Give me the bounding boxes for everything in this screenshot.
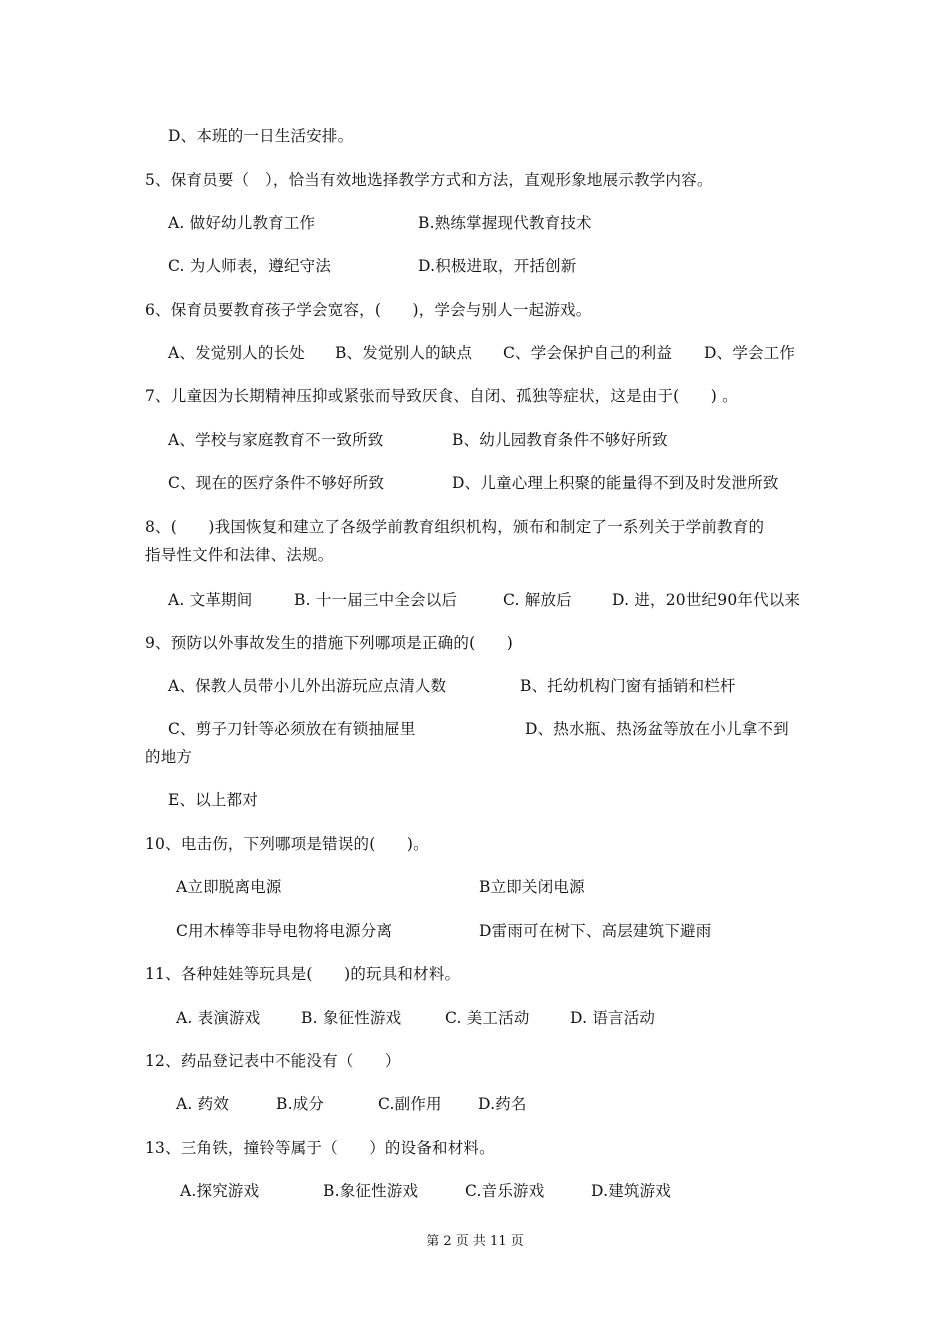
question-11-stem: 11、各种娃娃等玩具是( )的玩具和材料。 <box>145 965 461 983</box>
q9-option-d: D、热水瓶、热汤盆等放在小儿拿不到 <box>525 720 789 738</box>
q10-option-d: D雷雨可在树下、高层建筑下避雨 <box>479 922 712 940</box>
q11-option-b: B. 象征性游戏 <box>301 1009 402 1027</box>
q12-option-c: C.副作用 <box>378 1095 442 1113</box>
q8-option-b: B. 十一届三中全会以后 <box>294 591 458 609</box>
q5-option-b: B.熟练掌握现代教育技术 <box>418 214 592 232</box>
q8-option-a: A. 文革期间 <box>168 591 253 609</box>
question-8-stem-line-2: 指导性文件和法律、法规。 <box>145 546 334 564</box>
q12-option-a: A. 药效 <box>176 1095 230 1113</box>
q4-option-d: D、本班的一日生活安排。 <box>168 127 354 145</box>
q8-option-c: C. 解放后 <box>503 591 572 609</box>
question-10-stem: 10、电击伤，下列哪项是错误的( )。 <box>145 835 429 853</box>
question-6-stem: 6、保育员要教育孩子学会宽容，( )，学会与别人一起游戏。 <box>145 301 592 319</box>
page-footer: 第 2 页 共 11 页 <box>426 1234 524 1249</box>
question-13-stem: 13、三角铁，撞铃等属于（ ）的设备和材料。 <box>145 1139 495 1157</box>
q5-option-a: A. 做好幼儿教育工作 <box>168 214 316 232</box>
question-12-stem: 12、药品登记表中不能没有（ ） <box>145 1052 401 1070</box>
q10-option-a: A立即脱离电源 <box>176 878 282 896</box>
q12-option-d: D.药名 <box>478 1095 527 1113</box>
q5-option-d: D.积极进取，开括创新 <box>418 257 577 275</box>
q7-option-d: D、儿童心理上积聚的能量得不到及时发泄所致 <box>452 474 779 492</box>
q7-option-a: A、学校与家庭教育不一致所致 <box>168 431 384 449</box>
q6-option-a: A、发觉别人的长处 <box>168 344 305 362</box>
q7-option-c: C、现在的医疗条件不够好所致 <box>168 474 385 492</box>
q6-option-c: C、学会保护自己的利益 <box>503 344 673 362</box>
q13-option-a: A.探究游戏 <box>180 1182 260 1200</box>
question-9-stem: 9、预防以外事故发生的措施下列哪项是正确的( ) <box>145 634 513 652</box>
q11-option-d: D. 语言活动 <box>570 1009 656 1027</box>
question-8-stem-line-1: 8、( )我国恢复和建立了各级学前教育组织机构，颁布和制定了一系列关于学前教育的 <box>145 518 765 536</box>
q9-option-b: B、托幼机构门窗有插销和栏杆 <box>520 677 736 695</box>
q11-option-c: C. 美工活动 <box>445 1009 530 1027</box>
q6-option-d: D、学会工作 <box>704 344 796 362</box>
q5-option-c: C. 为人师表，遵纪守法 <box>168 257 332 275</box>
q9-option-a: A、保教人员带小儿外出游玩应点清人数 <box>168 677 447 695</box>
q7-option-b: B、幼儿园教育条件不够好所致 <box>452 431 668 449</box>
q13-option-b: B.象征性游戏 <box>323 1182 419 1200</box>
q13-option-d: D.建筑游戏 <box>591 1182 672 1200</box>
q12-option-b: B.成分 <box>276 1095 325 1113</box>
q9-option-d-continued: 的地方 <box>145 748 193 766</box>
q6-option-b: B、发觉别人的缺点 <box>335 344 473 362</box>
q11-option-a: A. 表演游戏 <box>176 1009 261 1027</box>
q10-option-b: B立即关闭电源 <box>479 878 585 896</box>
q13-option-c: C.音乐游戏 <box>465 1182 545 1200</box>
question-5-stem: 5、保育员要（ ），恰当有效地选择教学方式和方法，直观形象地展示教学内容。 <box>145 171 713 189</box>
q9-option-e: E、以上都对 <box>168 791 259 809</box>
q10-option-c: C用木棒等非导电物将电源分离 <box>176 922 393 940</box>
q9-option-c: C、剪子刀针等必须放在有锁抽屉里 <box>168 720 416 738</box>
q8-option-d: D. 进，20世纪90年代以来 <box>612 591 801 609</box>
question-7-stem: 7、儿童因为长期精神压抑或紧张而导致厌食、自闭、孤独等症状，这是由于( ) 。 <box>145 387 738 405</box>
